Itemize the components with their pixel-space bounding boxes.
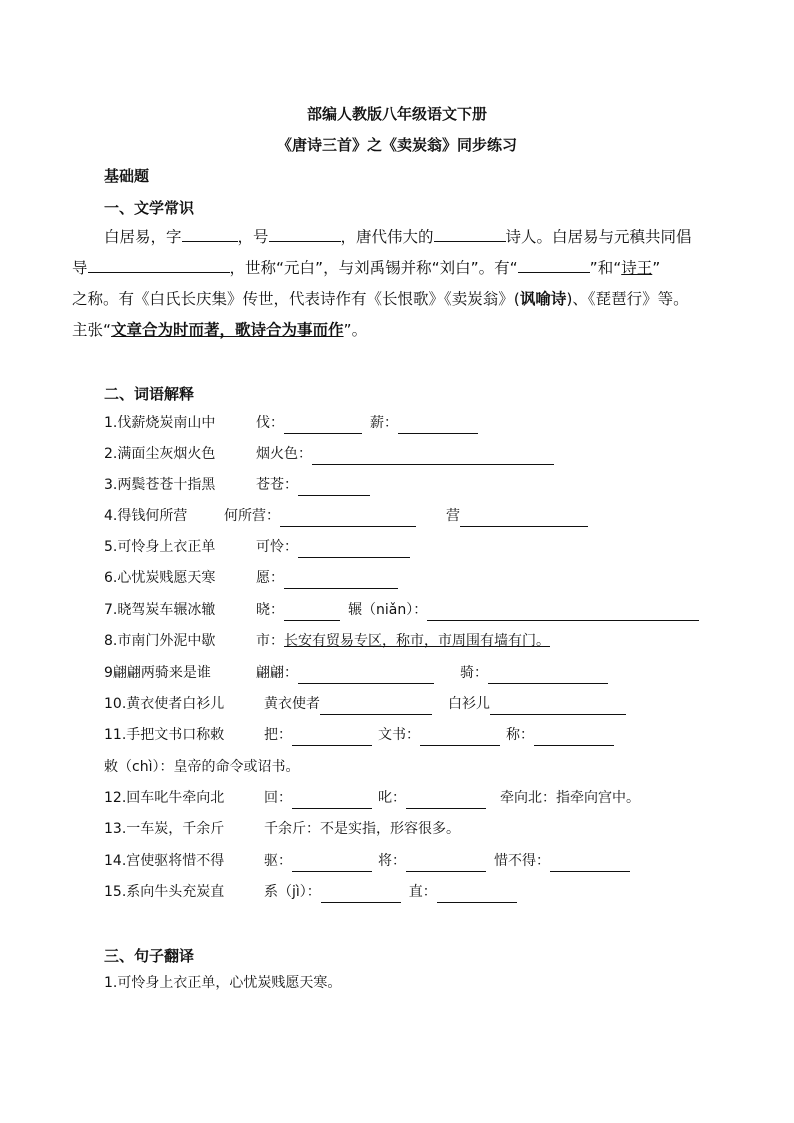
- lit-line-4: [72, 315, 722, 346]
- lit-line-2: [72, 253, 722, 284]
- vocab-row: [104, 474, 370, 496]
- literature-paragraph: [72, 222, 722, 346]
- vocab-label: 营: [446, 508, 460, 524]
- vocab-row: [104, 567, 398, 589]
- section-vocabulary: 二、词语解释: [104, 385, 195, 403]
- lit-bold: 讽喻诗: [519, 290, 567, 308]
- blank-movement[interactable]: [88, 254, 230, 273]
- vocab-blank[interactable]: [284, 602, 340, 621]
- vocab-phrase: 2.满面尘灰烟火色: [104, 446, 216, 462]
- vocab-blank[interactable]: [292, 790, 372, 809]
- vocab-label: 烟火色：: [256, 446, 312, 462]
- vocab-blank[interactable]: [420, 727, 500, 746]
- vocab-row: [104, 536, 410, 558]
- vocab-phrase: 6.心忧炭贱愿天寒: [104, 570, 216, 586]
- blank-hao[interactable]: [269, 223, 341, 242]
- vocab-label: 苍苍：: [256, 477, 298, 493]
- vocab-label: 愿：: [256, 570, 284, 586]
- translation-text: 1.可怜身上衣正单，心忧炭贱愿天寒。: [104, 975, 342, 991]
- lit-text: ，号: [237, 228, 269, 246]
- section-translation: 三、句子翻译: [104, 947, 195, 965]
- vocab-blank[interactable]: [437, 884, 517, 903]
- doc-title: 部编人教版八年级语文下册: [306, 105, 487, 123]
- lit-text: 诗人。白居易与元稹共同倡: [505, 228, 692, 246]
- vocab-blank[interactable]: [398, 415, 478, 434]
- vocab-phrase: 3.两鬓苍苍十指黑: [104, 477, 216, 493]
- vocab-blank[interactable]: [488, 665, 608, 684]
- vocab-blank[interactable]: [406, 790, 486, 809]
- lit-text: 白居易，字: [104, 228, 182, 246]
- vocab-blank[interactable]: [284, 415, 362, 434]
- vocab-blank[interactable]: [298, 539, 410, 558]
- vocab-row: [104, 599, 699, 621]
- vocab-label: 可怜：: [256, 539, 298, 555]
- vocab-blank[interactable]: [427, 602, 699, 621]
- lit-text: 主张“: [72, 321, 112, 339]
- lit-text: )、《琵琶行》等。: [566, 290, 689, 308]
- vocab-phrase: 8.市南门外泥中歇: [104, 633, 216, 649]
- translation-question: [104, 972, 341, 994]
- vocab-row: [104, 850, 630, 872]
- lit-text: 之称。有《白氏长庆集》传世，代表诗作有《长恨歌》《卖炭翁》(: [72, 290, 520, 308]
- vocab-label: 直：: [408, 884, 437, 900]
- vocab-blank[interactable]: [312, 446, 554, 465]
- vocab-label: 称：: [506, 727, 534, 743]
- lit-text: ”和“: [589, 259, 622, 277]
- lit-line-1: [72, 222, 722, 253]
- vocab-phrase: 15.系向牛头充炭直: [104, 884, 225, 900]
- vocab-blank[interactable]: [292, 727, 372, 746]
- vocab-phrase: 11.手把文书口称敕: [104, 727, 225, 743]
- vocab-phrase: 12.回车叱牛牵向北: [104, 790, 225, 806]
- vocab-blank[interactable]: [292, 853, 372, 872]
- vocab-phrase: 13.一车炭，千余斤: [104, 821, 225, 837]
- vocab-blank[interactable]: [460, 508, 588, 527]
- vocab-row: [104, 693, 626, 715]
- vocab-blank[interactable]: [550, 853, 630, 872]
- vocab-blank[interactable]: [406, 853, 486, 872]
- vocab-blank[interactable]: [490, 696, 626, 715]
- lit-underlined: 诗王: [621, 259, 653, 277]
- lit-bold-underlined: 文章合为时而著，歌诗合为事而作: [111, 321, 344, 339]
- vocab-label: 将：: [378, 853, 406, 869]
- vocab-label: 骑：: [460, 665, 488, 681]
- vocab-blank[interactable]: [298, 477, 370, 496]
- vocab-row: [104, 787, 640, 809]
- lit-text: ，世称“元白”，与刘禹锡并称“刘白”。有“: [229, 259, 518, 277]
- vocab-blank[interactable]: [534, 727, 614, 746]
- vocab-row: [104, 818, 460, 840]
- vocab-phrase: 4.得钱何所营: [104, 508, 188, 524]
- vocab-note: [104, 756, 299, 778]
- vocab-row: [104, 443, 554, 465]
- vocab-label: 驱：: [264, 853, 292, 869]
- vocab-label: 把：: [264, 727, 292, 743]
- vocab-label: 市：: [256, 633, 284, 649]
- doc-subtitle: 《唐诗三首》之《卖炭翁》同步练习: [276, 136, 517, 154]
- vocab-answer: 长安有贸易专区，称市，市周围有墙有门。: [284, 633, 550, 649]
- vocab-phrase: 10.黄衣使者白衫儿: [104, 696, 225, 712]
- vocab-phrase: 7.晓驾炭车辗冰辙: [104, 602, 216, 618]
- vocab-phrase: 1.伐薪烧炭南山中: [104, 415, 216, 431]
- blank-title[interactable]: [518, 254, 590, 273]
- vocab-label: 回：: [264, 790, 292, 806]
- vocab-note-text: 敕（chì）：皇帝的命令或诏书。: [104, 759, 300, 775]
- vocab-label: 黄衣使者: [264, 696, 320, 712]
- lit-text: ”: [652, 259, 661, 277]
- vocab-row: [104, 724, 614, 746]
- vocab-phrase: 9翩翩两骑来是谁: [104, 665, 211, 681]
- vocab-label: 千余斤：不是实指，形容很多。: [264, 821, 460, 837]
- vocab-label: 惜不得：: [494, 853, 550, 869]
- vocab-row: [104, 505, 588, 527]
- vocab-row: [104, 412, 478, 434]
- vocab-blank[interactable]: [320, 696, 432, 715]
- vocab-row: [104, 662, 608, 684]
- vocab-blank[interactable]: [280, 508, 416, 527]
- lit-text: 导: [72, 259, 88, 277]
- section-basic: 基础题: [104, 167, 150, 185]
- vocab-row: [104, 630, 558, 652]
- lit-text: ，唐代伟大的: [340, 228, 434, 246]
- vocab-phrase: 5.可怜身上衣正单: [104, 539, 216, 555]
- vocab-label: 翩翩：: [256, 665, 298, 681]
- vocab-label: 辗（niǎn）：: [348, 602, 428, 618]
- vocab-blank[interactable]: [298, 665, 434, 684]
- vocab-label: 白衫儿: [448, 696, 490, 712]
- blank-zi[interactable]: [182, 223, 238, 242]
- vocab-label: 叱：: [378, 790, 406, 806]
- vocab-label: 伐：: [256, 415, 284, 431]
- section-literature: 一、文学常识: [104, 199, 195, 217]
- vocab-row: [104, 881, 517, 903]
- blank-poet-type[interactable]: [434, 223, 506, 242]
- vocab-label: 文书：: [378, 727, 420, 743]
- vocab-label: 系（jì）：: [264, 884, 321, 900]
- lit-line-3: [72, 284, 722, 315]
- vocab-phrase: 14.宫使驱将惜不得: [104, 853, 225, 869]
- vocab-label: 薪：: [370, 415, 398, 431]
- vocab-blank[interactable]: [284, 570, 398, 589]
- vocab-blank[interactable]: [321, 884, 401, 903]
- lit-text: ”。: [343, 321, 368, 339]
- vocab-label: 牵向北：指牵向宫中。: [500, 790, 640, 806]
- vocab-label: 晓：: [256, 602, 284, 618]
- vocab-label: 何所营：: [224, 508, 280, 524]
